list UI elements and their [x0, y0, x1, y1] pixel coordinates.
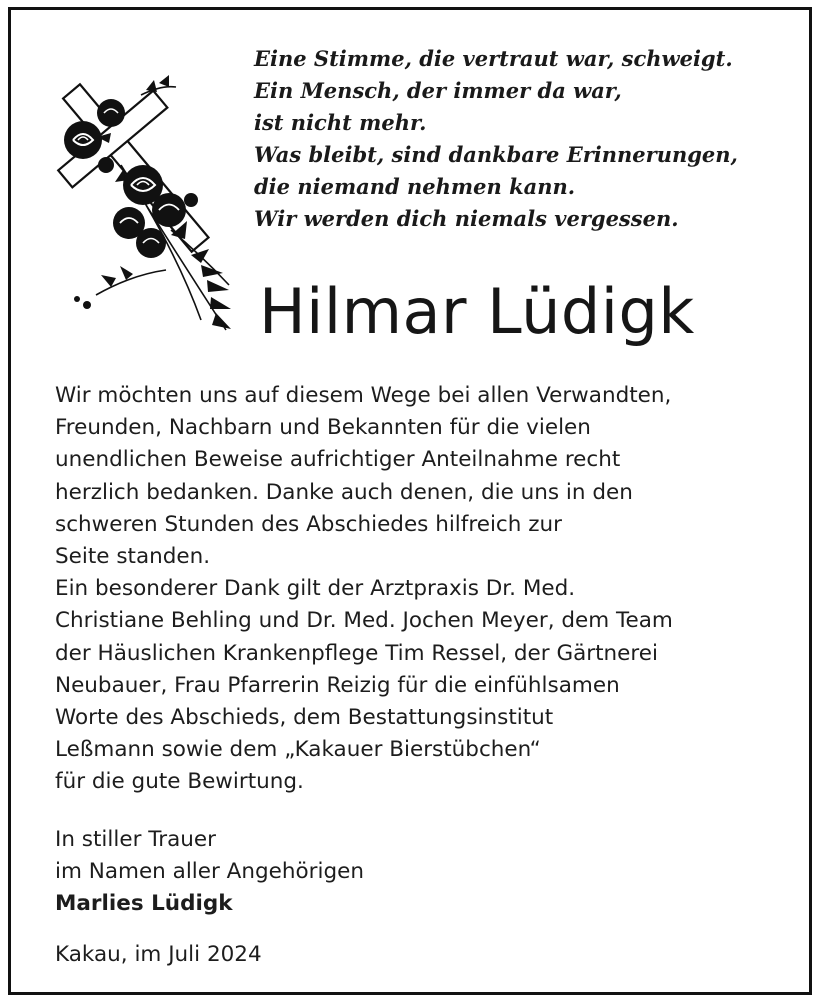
poem-line: Was bleibt, sind dankbare Erinnerungen,: [254, 142, 738, 167]
obituary-notice: [8, 7, 812, 995]
poem-line: Eine Stimme, die vertraut war, schweigt.: [254, 46, 733, 71]
place-and-date: Kakau, im Juli 2024: [55, 942, 262, 967]
closing-line: im Namen aller Angehörigen: [55, 859, 364, 884]
poem-line: Ein Mensch, der immer da war,: [254, 78, 622, 103]
message-line: schweren Stunden des Abschiedes hilfreich zur: [55, 511, 562, 537]
poem-line: die niemand nehmen kann.: [254, 174, 576, 199]
signer-name: Marlies Lüdigk: [55, 891, 233, 916]
memorial-poem: [254, 43, 794, 235]
closing-block: [55, 824, 364, 920]
message-line: Seite standen.: [55, 544, 211, 570]
thank-you-message: [55, 380, 800, 799]
message-line: Christiane Behling und Dr. Med. Jochen Meyer, dem Team: [55, 608, 673, 634]
deceased-name: Hilmar Lüdigk: [259, 275, 695, 348]
message-line: Freunden, Nachbarn und Bekannten für die vielen: [55, 415, 591, 441]
closing-line: In stiller Trauer: [55, 827, 216, 852]
message-line: für die gute Bewirtung.: [55, 769, 304, 795]
poem-line: ist nicht mehr.: [254, 110, 427, 135]
message-line: Neubauer, Frau Pfarrerin Reizig für die einfühlsamen: [55, 672, 620, 698]
message-line: Wir möchten uns auf diesem Wege bei allen Verwandten,: [55, 383, 672, 408]
message-line: Worte des Abschieds, dem Bestattungsinstitut: [55, 705, 554, 731]
message-line: Leßmann sowie dem „Kakauer Bierstübchen“: [55, 737, 541, 763]
message-line: Ein besonderer Dank gilt der Arztpraxis Dr. Med.: [55, 576, 576, 602]
message-line: unendlichen Beweise aufrichtiger Anteilnahme recht: [55, 447, 621, 473]
poem-line: Wir werden dich niemals vergessen.: [254, 206, 679, 231]
message-line: der Häuslichen Krankenpflege Tim Ressel, der Gärtnerei: [55, 640, 658, 666]
cross-with-roses-icon: [51, 55, 241, 335]
message-line: herzlich bedanken. Danke auch denen, die uns in den: [55, 479, 633, 505]
